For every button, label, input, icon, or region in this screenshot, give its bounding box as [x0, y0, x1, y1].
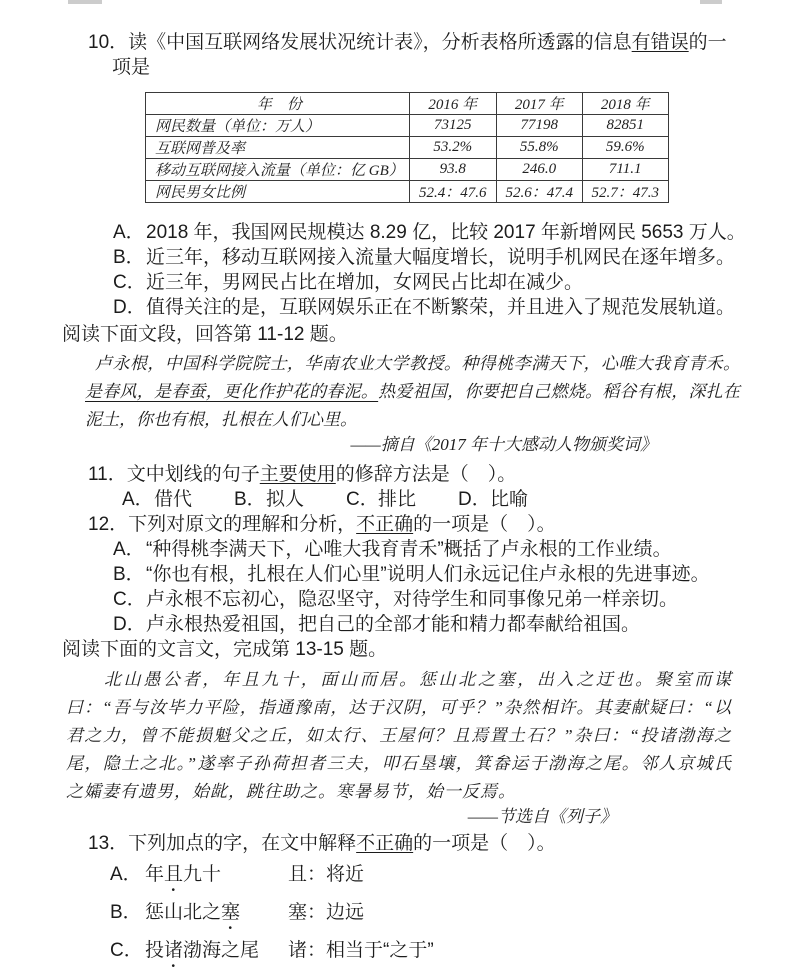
option-d: D．卢永根热爱祖国，把自己的全部才能和精力都奉献给祖国。	[113, 614, 641, 635]
question-11: 11．文中划线的句子主要使用的修辞方法是（ ）。	[88, 464, 517, 485]
passage2-attribution: ——节选自《列子》	[467, 807, 617, 826]
question-10-number: 10．	[88, 32, 129, 53]
dotted-phrase: 年且九十	[145, 864, 222, 885]
question-10: 10．读《中国互联网络发展状况统计表》，分析表格所透露的信息有错误的一 项是	[88, 32, 727, 78]
option-b: B．“你也有根，扎根在人们心里”说明人们永远记住卢永根的先进事迹。	[113, 564, 710, 585]
question-13-number: 13．	[88, 833, 129, 854]
question-10-options	[0, 220, 790, 320]
option-c: C．卢永根不忘初心，隐忍坚守，对待学生和同事像兄弟一样亲切。	[113, 589, 679, 610]
option-b: B．拟人	[234, 489, 305, 510]
question-12-underlined: 不正确	[356, 514, 414, 535]
question-11-number: 11．	[88, 464, 127, 485]
dotted-char: 且	[164, 864, 184, 885]
dotted-char: 诸	[164, 940, 184, 961]
question-10-text: 读《中国互联网络发展状况统计表》，分析表格所透露的信息	[128, 32, 632, 53]
section-header-11-12: 阅读下面文段，回答第 11-12 题。	[62, 324, 348, 345]
question-12: 12．下列对原文的理解和分析，不正确的一项是（ ）。	[88, 514, 556, 535]
option-b: B． 惩山北之塞 塞：边远	[110, 896, 790, 934]
explanation: 塞：边远	[288, 902, 365, 923]
table-header-year: 年 份	[146, 93, 410, 115]
option-a: A．借代	[122, 489, 193, 510]
option-a: A．2018 年，我国网民规模达 8.29 亿，比较 2017 年新增网民 5653 万人。	[113, 222, 746, 243]
dotted-char: 塞	[221, 902, 241, 923]
question-13-underlined: 不正确	[356, 833, 414, 854]
option-d: D．值得关注的是，互联网娱乐正在不断繁荣，并且进入了规范发展轨道。	[113, 297, 736, 318]
passage-yugong: 北山愚公者，年且九十，面山而居。惩山北之塞，出入之迂也。聚室而谋曰：“吾与汝毕力平险，指通豫南，达于汉阴，可乎？”杂然相许。其妻献疑曰：“以君之力，曾不能损魁父之丘，如太行、王屋何？且焉置土石？”杂曰：“投诸渤海之尾，隐土之北。”遂率子孙荷担者三夫，叩石垦壤，箕畚运于渤海之尾。邻人京城氏之孀妻有遗男，始龀，跳往助之。寒暑易节，始一反焉。	[66, 670, 732, 801]
option-d: D．比喻	[458, 489, 529, 510]
table-row: 网民男女比例 52.4：47.6 52.6：47.4 52.7：47.3	[146, 181, 669, 203]
option-a: A．“种得桃李满天下，心唯大我育青禾”概括了卢永根的工作业绩。	[113, 539, 672, 560]
option-b: B．近三年，移动互联网接入流量大幅度增长，说明手机网民在逐年增多。	[113, 247, 736, 268]
question-11-underlined: 主要使用	[259, 464, 336, 485]
passage-luyonggen: 卢永根，中国科学院院士，华南农业大学教授。种得桃李满天下，心唯大我育青禾。是春风，是春蚕，更化作护花的春泥。热爱祖国，你要把自己燃烧。稻谷有根，深扎在泥土，你也有根，扎根在人们心里。	[85, 354, 741, 429]
question-12-options	[0, 537, 790, 637]
option-c: C．近三年，男网民占比在增加，女网民占比却在减少。	[113, 272, 584, 293]
passage1-attribution: ——摘自《2017 年十大感动人物颁奖词》	[350, 435, 657, 454]
explanation: 诸：相当于“之于”	[288, 940, 434, 961]
table-header-row: 年 份 2016 年 2017 年 2018 年	[146, 93, 669, 115]
option-a: A． 年且九十 且：将近	[110, 858, 790, 896]
question-10-underlined: 有错误	[631, 32, 689, 53]
question-10-text-line2: 项是	[112, 57, 151, 78]
table-row: 互联网普及率 53.2% 55.8% 59.6%	[146, 137, 669, 159]
question-13: 13．下列加点的字，在文中解释不正确的一项是（ ）。	[88, 833, 556, 854]
passage-underlined-sentence: 是春风，是春蚕，更化作护花的春泥。	[85, 382, 379, 401]
question-12-number: 12．	[88, 514, 129, 535]
dotted-phrase: 惩山北之塞	[145, 902, 241, 923]
question-11-options	[122, 487, 790, 512]
dotted-phrase: 投诸渤海之尾	[145, 940, 260, 961]
table-row: 网民数量（单位：万人） 73125 77198 82851	[146, 115, 669, 137]
table-row: 移动互联网接入流量（单位：亿 GB） 93.8 246.0 711.1	[146, 159, 669, 181]
option-c: C．排比	[346, 489, 417, 510]
option-c: C． 投诸渤海之尾 诸：相当于“之于”	[110, 934, 790, 972]
internet-stats-table-wrap	[145, 92, 790, 203]
question-13-options	[0, 858, 790, 972]
section-header-13-15: 阅读下面的文言文，完成第 13-15 题。	[62, 639, 388, 660]
internet-stats-table	[145, 92, 669, 203]
explanation: 且：将近	[288, 864, 365, 885]
